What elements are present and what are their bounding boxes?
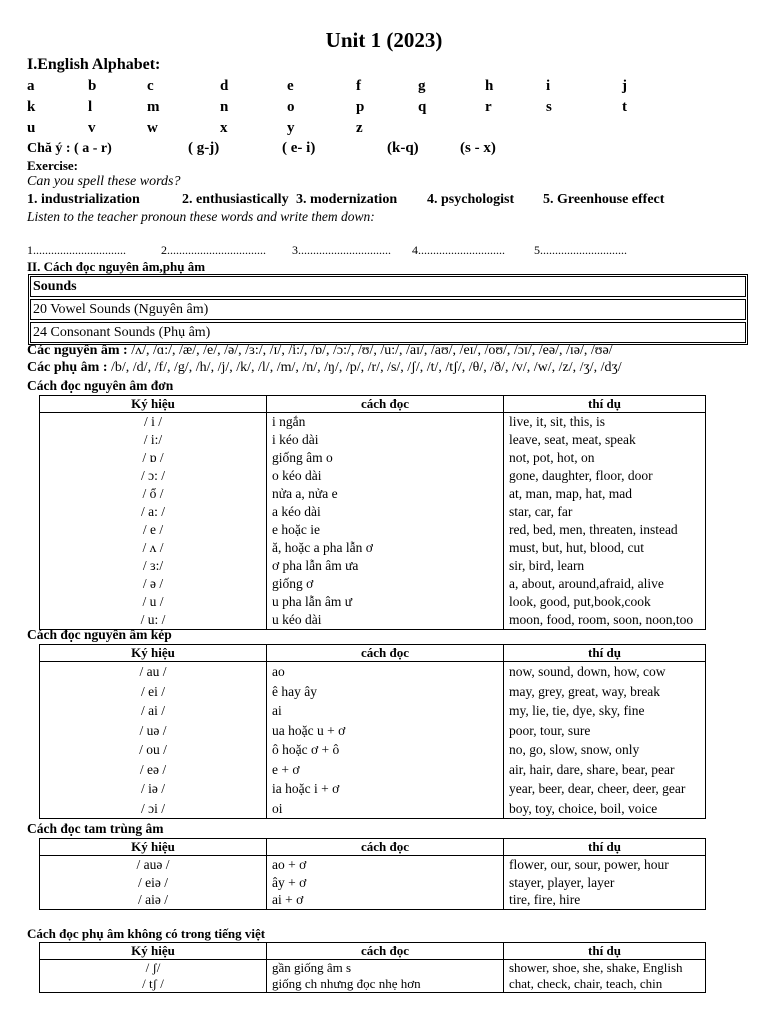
example-entry: leave, seat, meat, speak	[509, 432, 636, 447]
pronunciation-cell	[267, 856, 504, 910]
word-5: 5. Greenhouse effect	[543, 192, 665, 207]
example-entry: stayer, player, layer	[509, 874, 615, 890]
pronunciation-entry: ô hoặc ơ + ô	[272, 742, 340, 757]
col-header-symbol: Ký hiệu	[40, 645, 267, 662]
example-entry: red, bed, men, threaten, instead	[509, 522, 678, 537]
exercise-label: Exercise:	[27, 158, 79, 173]
symbol-entry: / i /	[143, 414, 162, 429]
alphabet-letter: u	[27, 120, 36, 136]
pronunciation-entry: ua hoặc u + ơ	[272, 722, 346, 738]
example-entry: poor, tour, sure	[509, 722, 591, 738]
alphabet-letter: m	[147, 99, 160, 115]
word-3: 3. modernization	[296, 192, 398, 207]
example-entry: live, it, sit, this, is	[509, 414, 606, 429]
symbol-entry: / ei /	[141, 683, 165, 699]
word-2: 2. enthusiastically	[182, 192, 289, 207]
symbol-entry: / au /	[139, 664, 167, 679]
word-1: 1. industrialization	[27, 192, 140, 207]
pronunciation-entry: e + ơ	[272, 761, 300, 777]
example-cell	[504, 662, 706, 819]
example-entry: not, pot, hot, on	[509, 450, 595, 465]
pronunciation-entry: o kéo dài	[272, 468, 322, 483]
pronunciation-entry: gần giống âm s	[272, 960, 352, 975]
symbol-entry: / ɜ:/	[142, 558, 164, 573]
symbol-entry: / ɔi /	[141, 800, 165, 816]
symbol-cell	[40, 960, 267, 993]
vowels-line	[27, 343, 613, 359]
example-entry: my, lie, tie, dye, sky, fine	[509, 703, 645, 718]
table-header-row	[40, 943, 706, 960]
example-entry: flower, our, sour, power, hour	[509, 857, 669, 872]
table-body-row	[40, 960, 706, 993]
symbol-entry: / eiə /	[138, 874, 168, 890]
pronunciation-entry: oi	[272, 800, 283, 816]
pronunciation-entry: ao + ơ	[272, 857, 307, 872]
symbol-entry: / ʌ /	[142, 540, 164, 555]
consonant-sounds-row: 24 Consonant Sounds (Phụ âm)	[30, 322, 746, 343]
example-entry: moon, food, room, soon, noon,too	[509, 612, 694, 627]
consonants-label: Các phụ âm :	[27, 360, 108, 375]
example-cell	[504, 413, 706, 630]
example-entry: shower, shoe, she, shake, English	[509, 960, 683, 975]
alphabet-letter: n	[220, 99, 229, 115]
table-2-heading: Cách đọc nguyên âm kép	[27, 627, 172, 642]
symbol-entry: / aiə /	[138, 892, 168, 907]
note-label: Chă ý : ( a - r)	[27, 141, 112, 156]
alphabet-letter: s	[546, 99, 552, 115]
table-body-row	[40, 413, 706, 630]
diphthong-table	[39, 644, 706, 819]
symbol-entry: / u: /	[140, 612, 166, 627]
sounds-header: Sounds	[30, 276, 746, 297]
consonant-table	[39, 942, 706, 993]
symbol-entry: / eə /	[139, 761, 167, 777]
col-header-pronunciation: cách đọc	[267, 645, 504, 662]
pronunciation-cell	[267, 413, 504, 630]
alphabet-letter: y	[287, 120, 295, 136]
table-header-row	[40, 645, 706, 662]
alphabet-letter: i	[546, 78, 551, 94]
alphabet-letter: a	[27, 78, 35, 94]
consonants-list: /b/, /d/, /f/, /g/, /h/, /j/, /k/, /l/, /m/, /n/, /ŋ/, /p/, /r/, /s/, /ʃ/, /t/, /tʃ/, /θ/, /ð/, /v/, /w/, /z/, /ʒ/, /dʒ/	[107, 360, 622, 375]
symbol-entry: / ʃ/	[145, 960, 161, 975]
pronunciation-entry: ê hay ây	[272, 683, 317, 699]
example-entry: chat, check, chair, teach, chin	[509, 976, 663, 991]
symbol-cell	[40, 662, 267, 819]
blank-3: 3...............................	[292, 243, 391, 257]
example-entry: look, good, put,book,cook	[509, 594, 651, 609]
col-header-pronunciation: cách đọc	[267, 396, 504, 413]
pronunciation-entry: giống ơ	[272, 576, 314, 591]
pronunciation-entry: ai	[272, 703, 282, 718]
pronunciation-entry: ây + ơ	[272, 874, 307, 890]
pronunciation-entry: i ngắn	[272, 414, 306, 429]
alphabet-letter: q	[418, 99, 427, 115]
example-entry: air, hair, dare, share, bear, pear	[509, 761, 675, 777]
note-pair-3: (k-q)	[387, 140, 419, 156]
vowels-list: /ʌ/, /ɑ:/, /æ/, /e/, /ə/, /ɜ:/, /ɪ/, /i:/, /ɒ/, /ɔ:/, /ʊ/, /u:/, /aɪ/, /aʊ/, /eɪ/, /oʊ/, /ɔɪ/, /eə/, /ɪə/, /ʊə/	[127, 343, 613, 358]
note-pair-4: (s - x)	[460, 140, 496, 156]
alphabet-letter: v	[88, 120, 96, 136]
col-header-example: thí dụ	[504, 396, 706, 413]
triphthong-table	[39, 838, 706, 910]
pronunciation-entry: giống âm o	[272, 450, 333, 465]
example-entry: now, sound, down, how, cow	[509, 664, 666, 679]
blank-4: 4.............................	[412, 243, 505, 257]
table-body-row	[40, 856, 706, 910]
monophthong-table	[39, 395, 706, 630]
pronunciation-entry: e hoặc ie	[272, 522, 320, 537]
pronunciation-entry: i kéo dài	[272, 432, 319, 447]
symbol-entry: / e /	[142, 522, 164, 537]
alphabet-letter: x	[220, 120, 228, 136]
blank-2: 2.................................	[161, 243, 266, 257]
symbol-entry: / ɔ: /	[141, 468, 165, 483]
symbol-entry: / ai /	[141, 703, 165, 718]
symbol-entry: / uə /	[139, 722, 167, 738]
symbol-entry: / ou /	[139, 742, 167, 757]
symbol-entry: / ɒ /	[142, 450, 164, 465]
note-pair-1: ( g-j)	[188, 140, 220, 156]
table-header-row	[40, 396, 706, 413]
symbol-entry: / ə /	[142, 576, 164, 591]
alphabet-letter: g	[418, 78, 426, 94]
alphabet-letter: k	[27, 99, 36, 115]
example-entry: a, about, around,afraid, alive	[509, 576, 664, 591]
pronunciation-cell	[267, 662, 504, 819]
spell-prompt: Can you spell these words?	[27, 174, 181, 189]
alphabet-letter: p	[356, 99, 365, 115]
table-4-heading: Cách đọc phụ âm không có trong tiếng việt	[27, 926, 266, 941]
vowels-label: Các nguyên âm :	[27, 343, 128, 358]
col-header-example: thí dụ	[504, 943, 706, 960]
alphabet-letter: b	[88, 78, 97, 94]
word-4: 4. psychologist	[427, 192, 515, 207]
col-header-pronunciation: cách đọc	[267, 839, 504, 856]
example-entry: year, beer, dear, cheer, deer, gear	[509, 781, 686, 796]
sounds-box	[28, 274, 748, 345]
symbol-entry: / i:/	[143, 432, 163, 447]
col-header-symbol: Ký hiệu	[40, 396, 267, 413]
alphabet-letter: c	[147, 78, 154, 94]
blank-1: 1...............................	[27, 243, 126, 257]
col-header-example: thí dụ	[504, 645, 706, 662]
example-cell	[504, 856, 706, 910]
table-3-heading: Cách đọc tam trùng âm	[27, 821, 164, 836]
example-cell	[504, 960, 706, 993]
example-entry: gone, daughter, floor, door	[509, 468, 653, 483]
blank-5: 5.............................	[534, 243, 627, 257]
symbol-entry: / u /	[142, 594, 164, 609]
alphabet-letter: l	[88, 99, 93, 115]
pronunciation-entry: giống ch nhưng đọc nhẹ hơn	[272, 976, 421, 991]
example-entry: star, car, far	[509, 504, 573, 519]
symbol-entry: / tʃ /	[142, 976, 164, 991]
pronunciation-entry: u pha lẫn âm ư	[272, 594, 353, 609]
col-header-symbol: Ký hiệu	[40, 943, 267, 960]
alphabet-letter: e	[287, 78, 294, 94]
alphabet-letter: j	[622, 78, 627, 94]
symbol-entry: / auə /	[136, 857, 170, 872]
alphabet-letter: r	[485, 99, 492, 115]
pronunciation-entry: ă, hoặc a pha lẫn ơ	[272, 540, 373, 555]
pronunciation-cell	[267, 960, 504, 993]
pronunciation-entry: nửa a, nửa e	[272, 486, 338, 501]
symbol-entry: / ổ /	[142, 486, 164, 501]
alphabet-letter: f	[356, 78, 361, 94]
example-entry: tire, fire, hire	[509, 892, 581, 907]
example-entry: no, go, slow, snow, only	[509, 742, 640, 757]
example-entry: must, but, hut, blood, cut	[509, 540, 644, 555]
col-header-example: thí dụ	[504, 839, 706, 856]
table-1-heading: Cách đọc nguyên âm đơn	[27, 378, 174, 393]
symbol-entry: / a: /	[141, 504, 165, 519]
section-2-heading: II. Cách đọc nguyên âm,phụ âm	[27, 259, 206, 274]
listen-prompt: Listen to the teacher pronoun these words and write them down:	[27, 209, 375, 224]
alphabet-letter: w	[147, 120, 158, 136]
pronunciation-entry: ai + ơ	[272, 892, 304, 907]
alphabet-letter: z	[356, 120, 363, 136]
pronunciation-entry: a kéo dài	[272, 504, 321, 519]
symbol-cell	[40, 413, 267, 630]
section-1-heading: I.English Alphabet:	[27, 56, 161, 73]
pronunciation-entry: u kéo dài	[272, 612, 322, 627]
page-title: Unit 1 (2023)	[325, 28, 443, 52]
example-entry: at, man, map, hat, mad	[509, 486, 632, 501]
vowel-sounds-row: 20 Vowel Sounds (Nguyên âm)	[30, 299, 746, 320]
example-entry: sir, bird, learn	[509, 558, 585, 573]
col-header-symbol: Ký hiệu	[40, 839, 267, 856]
table-body-row	[40, 662, 706, 819]
note-pair-2: ( e- i)	[282, 140, 316, 156]
pronunciation-entry: ơ pha lẫn âm ưa	[272, 558, 359, 573]
table-header-row	[40, 839, 706, 856]
col-header-pronunciation: cách đọc	[267, 943, 504, 960]
pronunciation-entry: ao	[272, 664, 285, 679]
pronunciation-entry: ia hoặc i + ơ	[272, 781, 340, 796]
alphabet-letter: t	[622, 99, 627, 115]
consonants-line	[27, 360, 622, 376]
alphabet-letter: h	[485, 78, 494, 94]
alphabet-letter: o	[287, 99, 295, 115]
alphabet-letter: d	[220, 78, 229, 94]
symbol-cell	[40, 856, 267, 910]
example-entry: may, grey, great, way, break	[509, 683, 661, 699]
symbol-entry: / iə /	[141, 781, 165, 796]
example-entry: boy, toy, choice, boil, voice	[509, 800, 658, 816]
